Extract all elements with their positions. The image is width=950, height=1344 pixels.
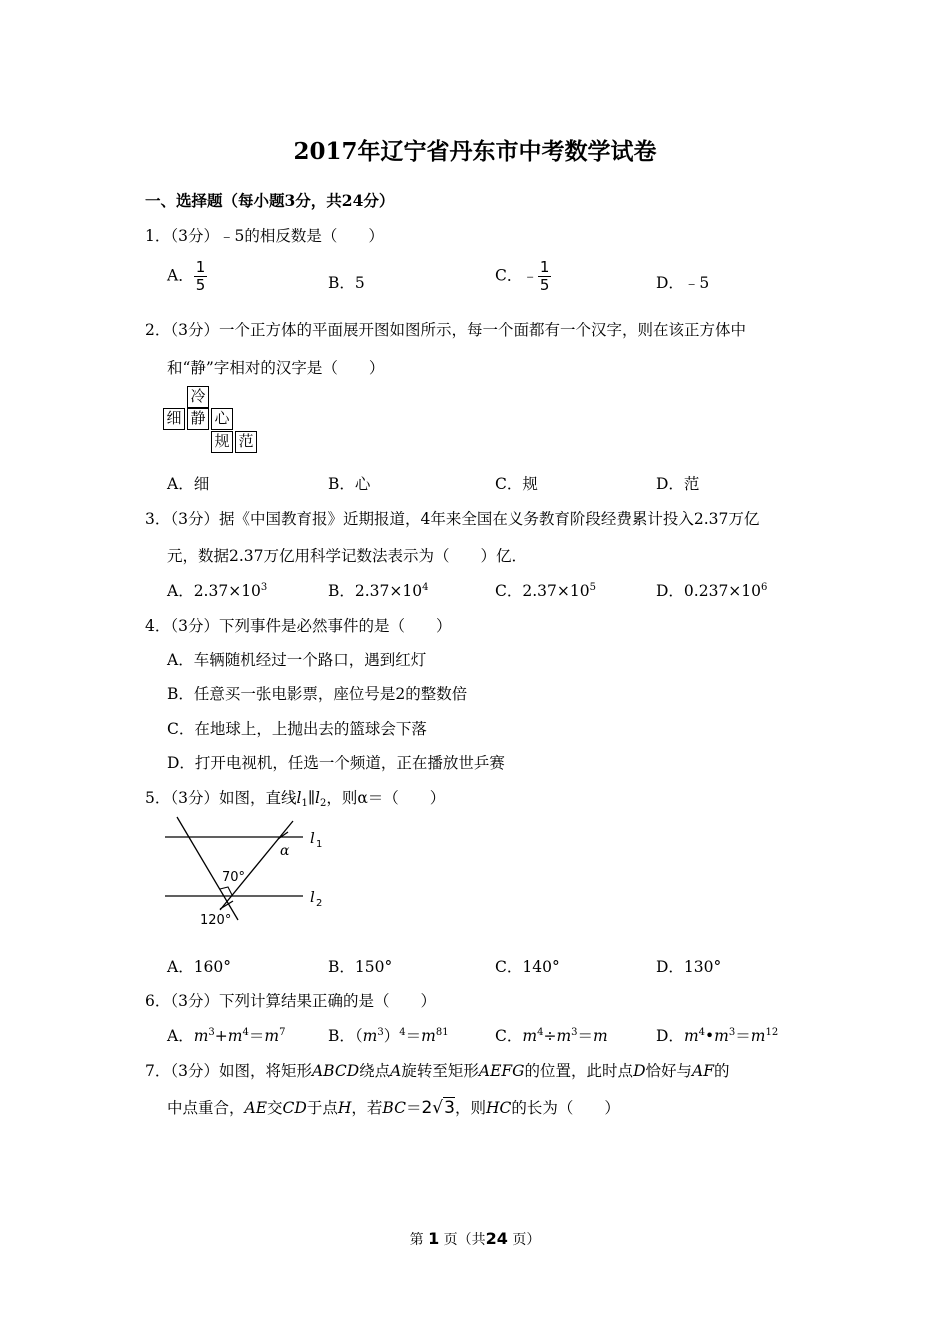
transversal-left bbox=[177, 817, 238, 920]
l2-label: l bbox=[310, 888, 315, 906]
option-label: A． bbox=[167, 1027, 194, 1045]
exponent: 4 bbox=[537, 1027, 544, 1038]
math-symbol: H bbox=[337, 1099, 352, 1117]
question-5-option-d: D．130° bbox=[656, 958, 722, 976]
variable: m bbox=[750, 1027, 766, 1045]
stem-text: 的长为（ ） bbox=[511, 1099, 620, 1117]
stem-text: ，若 bbox=[351, 1099, 383, 1117]
question-4-option-b: B．任意买一张电影票，座位号是2的整数倍 bbox=[167, 685, 468, 703]
question-3-stem-line1: 3．（3分）据《中国教育报》近期报道，4年来全国在义务教育阶段经费累计投入2.37万亿 bbox=[145, 510, 760, 528]
operator: ＝ bbox=[405, 1027, 422, 1045]
stem-text: ＝ bbox=[405, 1099, 422, 1117]
question-6-stem: 6．（3分）下列计算结果正确的是（ ） bbox=[145, 992, 436, 1010]
cube-net-cell: 规 bbox=[211, 431, 233, 453]
stem-text: ，则α＝（ ） bbox=[326, 789, 446, 807]
coefficient: 2 bbox=[421, 1098, 433, 1118]
fraction-denominator: 5 bbox=[195, 276, 206, 294]
math-symbol: D bbox=[633, 1062, 646, 1080]
footer-text: 页（共 bbox=[443, 1232, 486, 1248]
question-1-stem: 1．（3分）﹣5的相反数是（ ） bbox=[145, 227, 384, 245]
question-7-stem-line2 bbox=[167, 1096, 620, 1118]
stem-text: 交 bbox=[267, 1099, 283, 1117]
fraction bbox=[538, 259, 552, 294]
question-2-option-d: D．范 bbox=[656, 475, 700, 493]
exponent: 3 bbox=[377, 1027, 384, 1038]
cube-net-cell: 范 bbox=[235, 431, 257, 453]
variable: m bbox=[193, 1027, 209, 1045]
exponent: 81 bbox=[435, 1027, 449, 1038]
option-text: B．2.37×10 bbox=[328, 582, 423, 600]
operator: ＝ bbox=[248, 1027, 265, 1045]
math-symbol: BC bbox=[382, 1099, 406, 1117]
section-heading: 一、选择题（每小题3分，共24分） bbox=[145, 191, 395, 210]
question-2-stem-line2: 和“静”字相对的汉字是（ ） bbox=[167, 359, 385, 377]
operator: • bbox=[705, 1027, 715, 1045]
variable: m bbox=[683, 1027, 699, 1045]
exponent: 6 bbox=[761, 582, 768, 593]
question-4-option-c: C．在地球上，上抛出去的篮球会下落 bbox=[167, 720, 427, 738]
option-text: A．2.37×10 bbox=[167, 582, 261, 600]
variable: m bbox=[227, 1027, 243, 1045]
math-symbol: CD bbox=[282, 1099, 307, 1117]
fraction-denominator: 5 bbox=[539, 276, 550, 294]
l1-label: l bbox=[310, 829, 315, 847]
page-title: 2017年辽宁省丹东市中考数学试卷 bbox=[293, 138, 657, 165]
parallel-symbol: ∥ bbox=[307, 789, 315, 807]
question-6-option-a bbox=[167, 1024, 285, 1046]
math-symbol: A bbox=[390, 1062, 402, 1080]
math-symbol: AF bbox=[692, 1062, 714, 1080]
question-2-stem-line1: 2．（3分）一个正方体的平面展开图如图所示，每一个面都有一个汉字，则在该正方体中 bbox=[145, 321, 746, 339]
stem-text: 的位置，此时点 bbox=[524, 1062, 634, 1080]
exponent: 12 bbox=[765, 1027, 779, 1038]
parallel-lines-figure bbox=[160, 815, 340, 930]
stem-text: 旋转至矩形 bbox=[401, 1062, 479, 1080]
exponent: 7 bbox=[279, 1027, 286, 1038]
line-name: l bbox=[315, 789, 320, 807]
exponent: 3 bbox=[208, 1027, 215, 1038]
fraction-numerator: 1 bbox=[539, 258, 550, 276]
question-4-option-d: D．打开电视机，任选一个频道，正在播放世乒赛 bbox=[167, 754, 505, 772]
exponent: 3 bbox=[728, 1027, 736, 1038]
exponent: 4 bbox=[422, 582, 429, 593]
l1-subscript: 1 bbox=[316, 839, 323, 850]
variable: m bbox=[421, 1027, 436, 1045]
question-1-option-c bbox=[495, 259, 551, 294]
math-symbol: AEFG bbox=[478, 1062, 525, 1080]
cube-net-cell: 静 bbox=[187, 408, 209, 430]
cube-net-cell: 心 bbox=[211, 408, 233, 430]
angle-120-label: 120° bbox=[200, 913, 232, 928]
variable: m bbox=[593, 1027, 608, 1045]
question-3-option-d bbox=[656, 579, 767, 601]
sqrt-expression: 2√3 bbox=[421, 1098, 455, 1118]
operator: + bbox=[214, 1027, 228, 1045]
stem-text: 绕点 bbox=[359, 1062, 391, 1080]
operator: ＝ bbox=[735, 1027, 751, 1045]
math-symbol: AE bbox=[244, 1099, 268, 1117]
option-text: D．0.237×10 bbox=[656, 582, 762, 600]
exponent: 3 bbox=[260, 582, 268, 593]
question-7-stem-line1 bbox=[145, 1059, 729, 1081]
question-2-option-a: A．细 bbox=[167, 475, 210, 493]
option-label: B． bbox=[328, 1027, 355, 1045]
question-1-option-d: D．﹣5 bbox=[656, 274, 710, 292]
cube-net-cell: 冷 bbox=[187, 386, 209, 408]
question-5-stem bbox=[145, 786, 445, 808]
question-2-option-b: B．心 bbox=[328, 475, 371, 493]
fraction-numerator: 1 bbox=[195, 258, 206, 276]
exponent: 4 bbox=[242, 1027, 249, 1038]
question-4-stem: 4．（3分）下列事件是必然事件的是（ ） bbox=[145, 617, 452, 635]
option-label: D． bbox=[656, 1027, 684, 1045]
option-text: C．2.37×10 bbox=[495, 582, 590, 600]
question-6-option-c bbox=[495, 1024, 608, 1046]
question-4-option-a: A．车辆随机经过一个路口，遇到红灯 bbox=[167, 651, 427, 669]
question-3-option-c bbox=[495, 579, 596, 601]
variable: m bbox=[362, 1027, 378, 1045]
variable: m bbox=[264, 1027, 280, 1045]
math-symbol: HC bbox=[485, 1099, 512, 1117]
stem-text: 7．（3分）如图，将矩形 bbox=[145, 1062, 312, 1080]
question-3-stem-line2: 元，数据2.37万亿用科学记数法表示为（ ）亿． bbox=[167, 547, 528, 565]
paren: ） bbox=[383, 1027, 400, 1045]
question-6-option-d bbox=[656, 1024, 778, 1046]
stem-text: 中点重合， bbox=[167, 1099, 245, 1117]
subscript: 2 bbox=[319, 798, 327, 809]
question-1-option-a bbox=[167, 259, 207, 294]
stem-text: 恰好与 bbox=[645, 1062, 693, 1080]
angle-70-label: 70° bbox=[222, 870, 246, 885]
stem-text: 于点 bbox=[306, 1099, 338, 1117]
question-5-option-c: C．140° bbox=[495, 958, 560, 976]
exponent: 5 bbox=[589, 582, 596, 593]
variable: m bbox=[556, 1027, 572, 1045]
radicand: 3 bbox=[444, 1098, 455, 1118]
fraction bbox=[194, 259, 208, 294]
exponent: 4 bbox=[698, 1027, 706, 1038]
footer-text: 第 bbox=[409, 1232, 424, 1248]
question-3-option-a bbox=[167, 579, 267, 601]
operator: ÷ bbox=[543, 1027, 557, 1045]
variable: m bbox=[522, 1027, 538, 1045]
alpha-label: α bbox=[280, 843, 290, 859]
paren: （ bbox=[354, 1027, 363, 1045]
transversal-right bbox=[220, 821, 293, 910]
question-3-option-b bbox=[328, 579, 429, 601]
math-symbol: ABCD bbox=[311, 1062, 360, 1080]
total-pages: 24 bbox=[485, 1229, 508, 1248]
stem-text: 5．（3分）如图，直线 bbox=[145, 789, 297, 807]
option-label: C． bbox=[495, 1027, 523, 1045]
page-footer bbox=[0, 1229, 950, 1249]
footer-text: 页） bbox=[512, 1232, 541, 1248]
question-1-option-b: B．5 bbox=[328, 274, 365, 292]
cube-net-cell: 细 bbox=[163, 408, 185, 430]
variable: m bbox=[714, 1027, 729, 1045]
exponent: 4 bbox=[399, 1027, 406, 1038]
question-5-option-a: A．160° bbox=[167, 958, 232, 976]
option-label: C．﹣ bbox=[495, 266, 538, 285]
option-label: A． bbox=[167, 266, 194, 285]
question-5-option-b: B．150° bbox=[328, 958, 393, 976]
stem-text: ，则 bbox=[454, 1099, 486, 1117]
page-number: 1 bbox=[428, 1229, 440, 1248]
operator: ＝ bbox=[577, 1027, 594, 1045]
stem-text: 的 bbox=[713, 1062, 730, 1080]
question-6-option-b bbox=[328, 1024, 449, 1046]
subscript: 1 bbox=[301, 798, 308, 809]
cube-net-figure bbox=[163, 386, 263, 456]
question-2-option-c: C．规 bbox=[495, 475, 538, 493]
line-name: l bbox=[296, 789, 302, 807]
l2-subscript: 2 bbox=[316, 898, 323, 909]
exponent: 3 bbox=[571, 1027, 578, 1038]
